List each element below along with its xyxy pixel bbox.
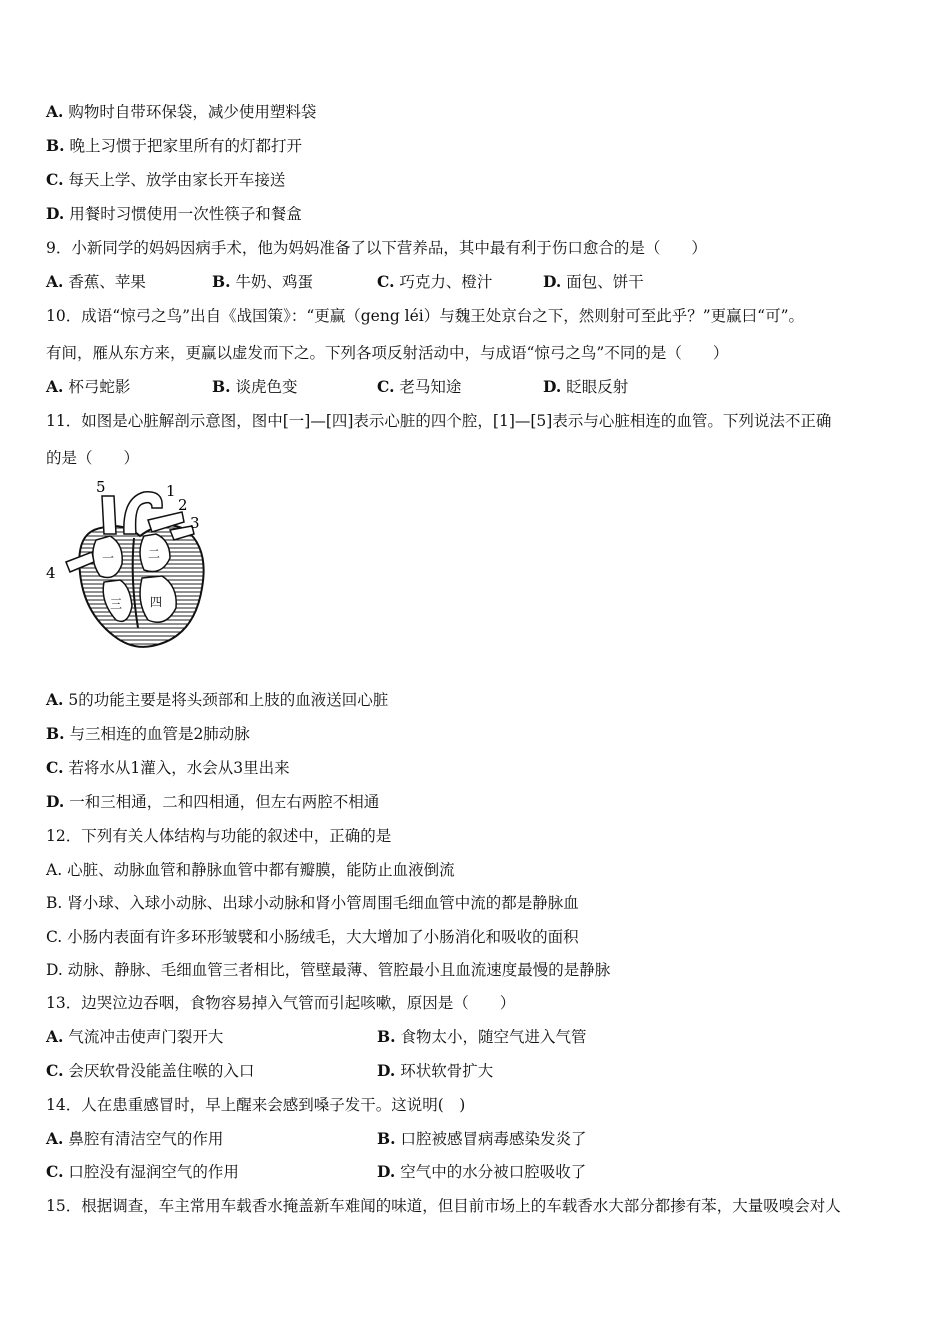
q8-option-c: C. 每天上学、放学由家长开车接送 [46,170,286,189]
q14-option-c: C. 口腔没有湿润空气的作用 [46,1162,239,1181]
q10-option-a: A. 杯弓蛇影 [46,377,131,396]
q13-option-d: D. 环状软骨扩大 [377,1061,494,1080]
label-chamber-1: 一 [102,551,115,565]
label-chamber-3: 三 [110,597,123,611]
label-5: 5 [96,478,106,496]
q12-option-b: B. 肾小球、入球小动脉、出球小动脉和肾小管周围毛细血管中流的都是静脉血 [46,894,579,912]
q11-stem-line1: 11．如图是心脏解剖示意图，图中[一]—[四]表示心脏的四个腔，[1]—[5]表示与心脏相连的血管。下列说法不正确 [46,412,832,430]
label-1: 1 [166,482,176,500]
q15-stem: 15．根据调查，车主常用车载香水掩盖新车难闻的味道，但目前市场上的车载香水大部分都掺有苯，大量吸嗅会对人 [46,1197,841,1215]
q13-option-a: A. 气流冲击使声门裂开大 [46,1027,224,1046]
label-4: 4 [46,564,56,582]
q14-option-a: A. 鼻腔有清洁空气的作用 [46,1129,224,1148]
q9-option-a: A. 香蕉、苹果 [46,272,146,291]
vessel-5-superior-vena-cava [102,496,116,534]
label-chamber-2: 二 [148,547,161,561]
q8-option-a: A. 购物时自带环保袋，减少使用塑料袋 [46,102,317,121]
q9-option-d: D. 面包、饼干 [543,272,644,291]
q12-stem: 12．下列有关人体结构与功能的叙述中，正确的是 [46,827,392,845]
q12-option-a: A. 心脏、动脉血管和静脉血管中都有瓣膜，能防止血液倒流 [46,861,455,879]
q11-option-c: C. 若将水从1灌入，水会从3里出来 [46,758,290,777]
q12-option-c: C. 小肠内表面有许多环形皱襞和小肠绒毛，大大增加了小肠消化和吸收的面积 [46,928,579,946]
q9-option-c: C. 巧克力、橙汁 [377,272,493,291]
q9-stem: 9．小新同学的妈妈因病手术，他为妈妈准备了以下营养品，其中最有利于伤口愈合的是（ ） [46,239,707,257]
q10-option-c: C. 老马知途 [377,377,462,396]
q8-option-b: B. 晚上习惯于把家里所有的灯都打开 [46,136,302,155]
q14-stem: 14．人在患重感冒时，早上醒来会感到嗓子发干。这说明( ) [46,1096,466,1114]
q10-stem-line1: 10．成语“惊弓之鸟”出自《战国策》：“更赢（geng léi）与魏王处京台之下，然则射可至此乎？”更赢曰“可”。 [46,307,805,325]
q13-option-c: C. 会厌软骨没能盖住喉的入口 [46,1061,255,1080]
q10-option-d: D. 眨眼反射 [543,377,629,396]
q12-option-d: D. 动脉、静脉、毛细血管三者相比，管壁最薄、管腔最小且血流速度最慢的是静脉 [46,961,611,979]
q14-option-d: D. 空气中的水分被口腔吸收了 [377,1162,587,1181]
q11-stem-line2: 的是（ ） [46,449,140,467]
q10-stem-line2: 有间，雁从东方来，更赢以虚发而下之。下列各项反射活动中，与成语“惊弓之鸟”不同的是（ ） [46,344,729,362]
label-2: 2 [178,496,188,514]
q14-option-b: B. 口腔被感冒病毒感染发炎了 [377,1129,587,1148]
q11-option-a: A. 5的功能主要是将头颈部和上肢的血液送回心脏 [46,690,389,709]
label-3: 3 [190,514,200,532]
q13-option-b: B. 食物太小，随空气进入气管 [377,1027,587,1046]
q11-option-b: B. 与三相连的血管是2肺动脉 [46,724,250,743]
q9-option-b: B. 牛奶、鸡蛋 [212,272,313,291]
q11-option-d: D. 一和三相通，二和四相通，但左右两腔不相通 [46,792,380,811]
heart-diagram [44,478,214,658]
label-chamber-4: 四 [150,595,163,609]
q8-option-d: D. 用餐时习惯使用一次性筷子和餐盒 [46,204,302,223]
q13-stem: 13．边哭泣边吞咽，食物容易掉入气管而引起咳嗽，原因是（ ） [46,994,516,1012]
q10-option-b: B. 谈虎色变 [212,377,298,396]
